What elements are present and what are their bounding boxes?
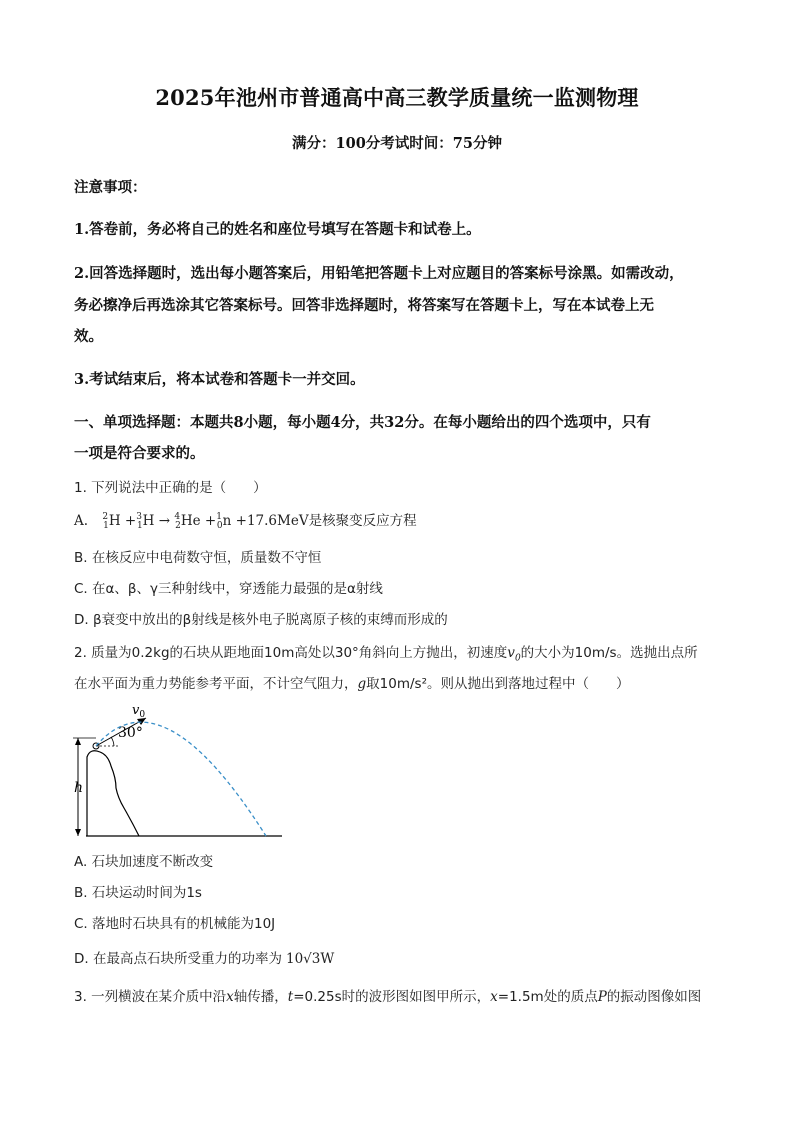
x-symbol: x [490,989,498,1005]
question-1-stem: 1. 下列说法中正确的是（ ） [74,480,267,496]
question-1-option-b: B. 在核反应中电荷数守恒，质量数不守恒 [74,550,322,566]
note-1: 1.答卷前，务必将自己的姓名和座位号填写在答题卡和试卷上。 [74,221,481,238]
height-label: h [74,780,84,796]
notes-heading: 注意事项： [74,179,147,196]
v0-label: $v_0$ [132,703,146,720]
x-symbol: x [226,989,234,1005]
note-2-line-3: 效。 [74,328,103,345]
exam-info: 满分：100分考试时间：75分钟 [292,135,502,152]
question-1-option-d: D. β衰变中放出的β射线是核外电子脱离原子核的束缚而形成的 [74,612,448,628]
section-heading-line-2: 一项是符合要求的。 [74,445,205,462]
v-subscript: 0 [514,653,521,664]
q3-text-part: 轴传播， [233,989,288,1005]
power-value: 10√3W [285,951,335,967]
question-2-option-b: B. 石块运动时间为1s [74,885,202,901]
q3-text-part: 3. 一列横波在某介质中沿 [74,989,227,1005]
q3-text-part: 的振动图像如图 [606,989,702,1005]
question-1-option-c: C. 在α、β、γ三种射线中，穿透能力最强的是α射线 [74,581,383,597]
nuclear-equation: $^2_1$H +$^3_1$H → $^4_2$He +$^1_0$n [102,512,236,531]
v0-symbol [507,645,521,664]
question-2-option-a: A. 石块加速度不断改变 [74,854,214,870]
section-heading-line-1: 一、单项选择题：本题共8小题，每小题4分，共32分。在每小题给出的四个选项中，只有 [74,414,651,431]
question-1-option-a [74,509,417,531]
p-symbol: P [597,989,607,1005]
question-2-option-d [74,947,334,967]
angle-label: 30° [118,725,143,741]
angle-arc [111,737,114,746]
q2-text-part: 2. 质量为0.2kg的石块从距地面10m高处以30°角斜向上方抛出，初速度 [74,645,508,661]
question-2-line-1 [74,641,698,664]
question-3-line-1 [74,985,701,1005]
g-symbol: g [357,676,367,692]
note-2-line-2: 务必擦净后再选涂其它答案标号。回答非选择题时，将答案写在答题卡上，写在本试卷上无 [74,297,654,314]
q2-text-part: 的大小为10m/s。选抛出点所 [520,645,698,661]
q3-text-part: =1.5m处的质点 [497,989,598,1005]
note-2-line-1: 2.回答选择题时，选出每小题答案后，用铅笔把答题卡上对应题目的答案标号涂黑。如需改动， [74,265,684,282]
question-2-line-2 [74,672,629,692]
page-title: 2025年池州市普通高中高三教学质量统一监测物理 [155,85,639,110]
cliff-outline [87,751,139,836]
option-d-text: D. 在最高点石块所受重力的功率为 [74,951,282,967]
option-a-label: A. [74,513,89,529]
height-arrow-top [75,738,81,745]
height-arrow-bottom [75,829,81,836]
projectile-figure [66,700,296,845]
option-a-text: +17.6MeV是核聚变反应方程 [235,513,417,529]
v-letter: v [507,645,515,661]
question-2-option-c: C. 落地时石块具有的机械能为10J [74,916,276,932]
q2-text-part: 在水平面为重力势能参考平面，不计空气阻力， [74,676,358,692]
t-symbol: t [287,989,294,1005]
note-3: 3.考试结束后，将本试卷和答题卡一并交回。 [74,371,365,388]
q3-text-part: =0.25s时的波形图如图甲所示， [293,989,491,1005]
q2-text-part: 取10m/s²。则从抛出到落地过程中（ ） [366,676,630,692]
